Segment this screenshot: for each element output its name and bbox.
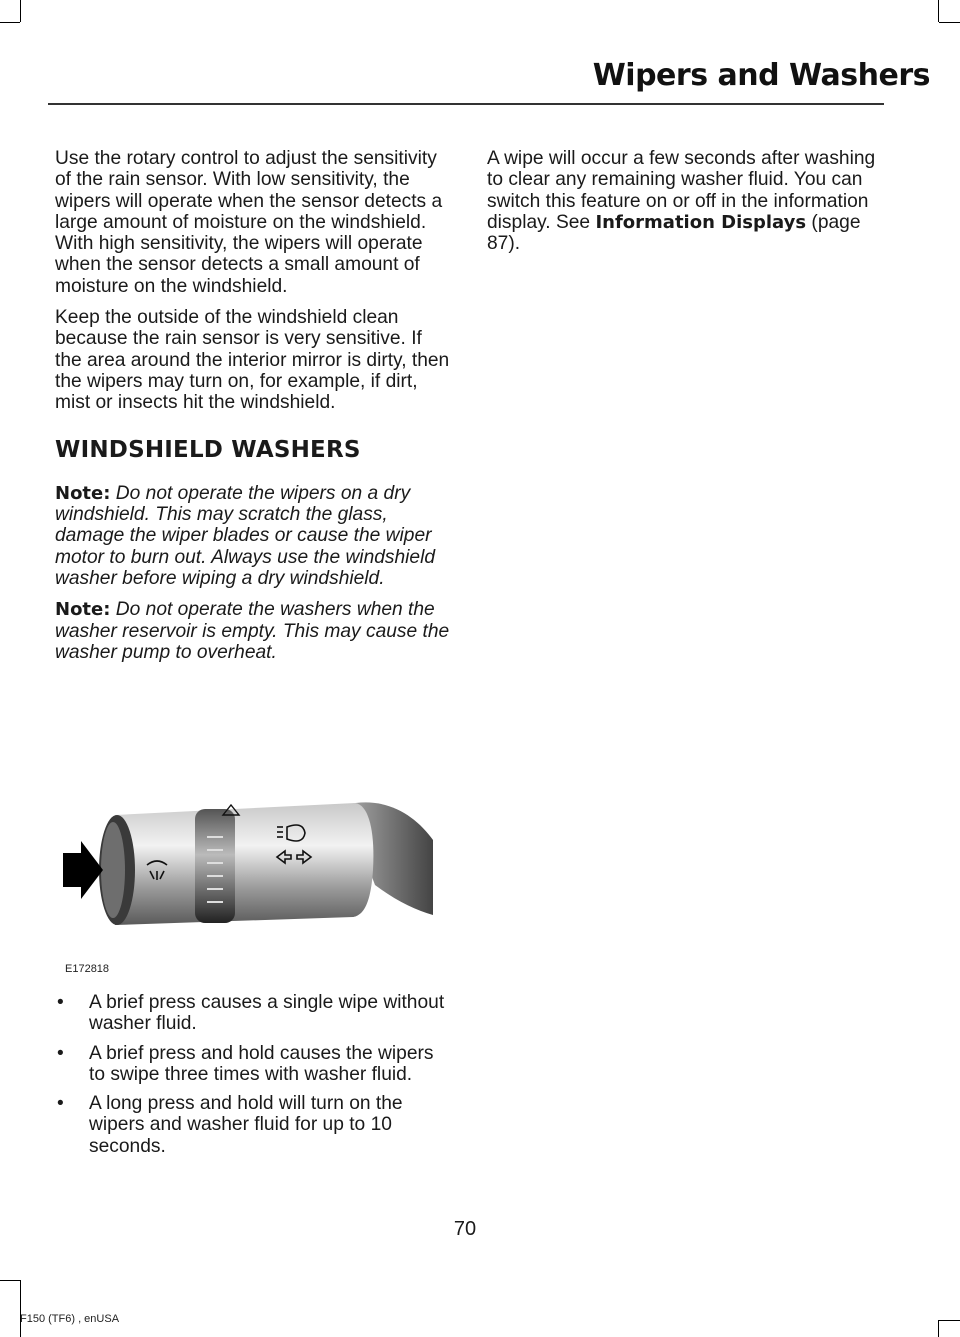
list-item bbox=[55, 992, 450, 1035]
cross-reference-link[interactable]: Information Displays bbox=[595, 211, 807, 233]
page-number: 70 bbox=[453, 1218, 477, 1240]
page-header-title: Wipers and Washers bbox=[592, 58, 930, 93]
page-reference: (page 87). bbox=[487, 211, 861, 255]
note-label: Note: bbox=[55, 482, 111, 504]
list-item-text: A brief press causes a single wipe without washer fluid. bbox=[89, 992, 445, 1035]
list-item bbox=[55, 1093, 450, 1157]
body-paragraph: Use the rotary control to adjust the sensitivity of the rain sensor. With low sensitivity, the wipers will operate when the sensor detects a large amount of moisture on the windshield. With high sensitivity, the wipers will operate when the sensor detects a small amount of moisture on the windshield. bbox=[55, 148, 443, 297]
bullet-glyph: • bbox=[57, 1042, 64, 1064]
body-paragraph bbox=[487, 148, 882, 254]
bullet-glyph: • bbox=[57, 992, 64, 1013]
body-text: A wipe will occur a few seconds after washing to clear any remaining washer fluid. You can switch this feature on or off in the information display. See bbox=[487, 148, 876, 233]
crop-mark bbox=[20, 0, 21, 22]
list-item bbox=[55, 1043, 450, 1086]
bullet-list bbox=[55, 992, 450, 1165]
bullet-glyph: • bbox=[57, 1093, 64, 1115]
list-item-text: A brief press and hold causes the wipers to swipe three times with washer fluid. bbox=[89, 1042, 434, 1085]
section-heading: WINDSHIELD WASHERS bbox=[55, 436, 361, 463]
wiper-stalk-illustration bbox=[55, 775, 440, 960]
note bbox=[55, 483, 450, 589]
crop-mark bbox=[0, 1280, 20, 1281]
left-column bbox=[55, 148, 450, 673]
right-column bbox=[487, 148, 882, 264]
body-paragraph: Keep the outside of the windshield clean because the rain sensor is very sensitive. If the area around the interior mirror is dirty, then the wipers may turn on, for example, if dirt, mist or insects hit the windshield. bbox=[55, 307, 450, 414]
wiper-stalk-figure bbox=[55, 775, 440, 990]
figure-code: E172818 bbox=[65, 963, 110, 975]
crop-mark bbox=[938, 0, 939, 22]
note-text: Do not operate the washers when the washer reservoir is empty. This may cause the washer pump to overheat. bbox=[55, 599, 450, 663]
header-divider bbox=[48, 103, 884, 105]
crop-mark bbox=[939, 22, 960, 23]
list-item-text: A long press and hold will turn on the wipers and washer fluid for up to 10 seconds. bbox=[89, 1093, 403, 1157]
footer-code: F150 (TF6) , enUSA bbox=[20, 1313, 120, 1325]
crop-mark bbox=[939, 1320, 960, 1321]
note-label: Note: bbox=[55, 599, 111, 621]
note-text: Do not operate the wipers on a dry windshield. This may scratch the glass, damage the wiper blades or cause the wiper motor to burn out. Always use the windshield washer before wiping a dry windshield. bbox=[55, 482, 436, 590]
crop-mark bbox=[938, 1320, 939, 1337]
crop-mark bbox=[0, 22, 20, 23]
note bbox=[55, 599, 450, 663]
crop-mark bbox=[20, 1280, 21, 1337]
